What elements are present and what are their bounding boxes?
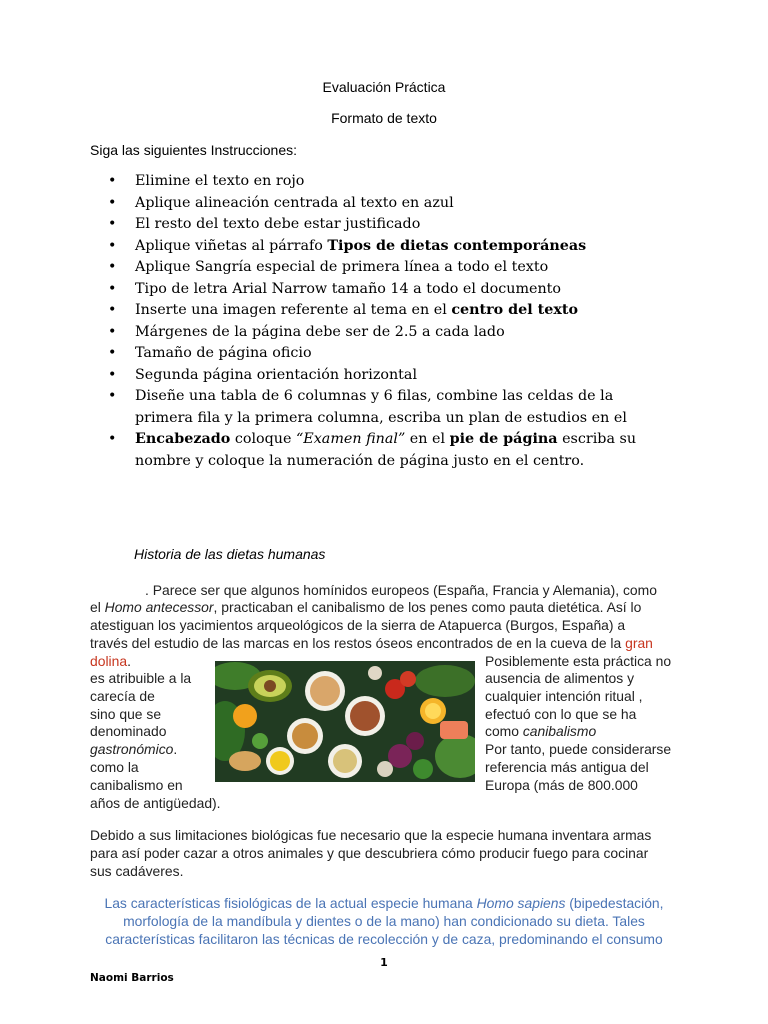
food-illustration <box>215 661 475 782</box>
blue-text: Las características fisiológicas de la actual especie humana <box>104 895 477 911</box>
bullet-icon: • <box>108 237 117 254</box>
list-item <box>108 365 668 387</box>
instructions-list <box>108 171 668 472</box>
history-text: . <box>127 653 131 669</box>
history-line: Debido a sus limitaciones biológicas fue necesario que la especie humana inventara armas <box>90 827 652 843</box>
red-text: dolina <box>90 653 128 669</box>
instruction-text: escriba su <box>557 431 637 447</box>
instruction-text: El resto del texto debe estar justificado <box>135 216 421 232</box>
history-italic: Homo antecessor <box>104 599 214 615</box>
bullet-icon: • <box>108 216 117 232</box>
blue-paragraph-line: características facilitaron las técnicas de recolección y de caza, predominando el consumo <box>105 931 663 947</box>
bullet-icon: • <box>108 280 117 297</box>
bullet-icon: • <box>108 388 117 404</box>
left-column-line <box>90 741 177 757</box>
history-text: como <box>485 723 523 739</box>
blue-paragraph-line: morfología de la mandíbula y dientes o de la mano) han condicionado su dieta. Tales <box>123 913 645 929</box>
right-column-line <box>485 723 596 739</box>
blue-text: (bipedestación, <box>565 895 664 911</box>
right-column-line: ausencia de alimentos y <box>485 670 635 686</box>
food-image <box>215 661 475 782</box>
list-item <box>108 214 668 236</box>
page-number: 1 <box>380 956 388 969</box>
document-subtitle: Formato de texto <box>331 110 437 126</box>
instruction-text: Márgenes de la página debe ser de 2.5 a cada lado <box>135 323 505 340</box>
history-line: . Parece ser que algunos homínidos europeos (España, Francia y Alemania), como <box>145 582 657 598</box>
instruction-text: Aplique viñetas al párrafo <box>135 237 328 254</box>
list-item <box>108 236 668 258</box>
history-italic: gastronómico <box>90 741 174 757</box>
instruction-text: coloque <box>230 431 296 447</box>
history-text: través del estudio de las marcas en los restos óseos encontrados de en la cueva de la <box>90 635 626 651</box>
right-column-line: Por tanto, puede considerarse <box>485 741 672 757</box>
right-column-line: referencia más antigua del <box>485 759 649 775</box>
left-column-line: canibalismo en <box>90 777 183 793</box>
right-column-line: efectuó con lo que se ha <box>485 706 637 722</box>
instruction-quote: “Examen final” <box>296 431 406 447</box>
left-column-line: es atribuible a la <box>90 670 192 686</box>
instruction-text: Diseñe una tabla de 6 columnas y 6 filas, combine las celdas de la <box>135 388 614 404</box>
list-item <box>108 193 668 215</box>
bullet-icon: • <box>108 302 117 318</box>
history-line <box>90 653 131 669</box>
blue-italic: Homo sapiens <box>476 895 566 911</box>
history-line: sus cadáveres. <box>90 863 184 879</box>
instruction-text: Segunda página orientación horizontal <box>135 366 418 383</box>
history-text: . <box>173 741 178 757</box>
bullet-icon: • <box>108 259 117 275</box>
left-column-line: denominado <box>90 723 167 739</box>
red-text: gran <box>625 635 653 651</box>
left-column-line: carecía de <box>90 688 155 704</box>
right-column-line: Europa (más de 800.000 <box>485 777 638 793</box>
instruction-emphasis: Encabezado <box>135 431 231 447</box>
instruction-text: nombre y coloque la numeración de página justo en el centro. <box>135 452 585 469</box>
instruction-text: Tipo de letra Arial Narrow tamaño 14 a todo el documento <box>135 280 562 297</box>
history-title: Historia de las dietas humanas <box>134 546 326 562</box>
bullet-icon: • <box>108 345 117 361</box>
list-item <box>108 300 668 322</box>
instruction-emphasis: centro del texto <box>451 302 579 318</box>
history-line: para así poder cazar a otros animales y que descubriera cómo producir fuego para cocinar <box>90 845 649 861</box>
history-line: atestiguan los yacimientos arqueológicos de la sierra de Atapuerca (Burgos, España) a <box>90 617 626 633</box>
document-title: Evaluación Práctica <box>322 79 446 95</box>
instruction-text: Inserte una imagen referente al tema en el <box>135 302 452 318</box>
instruction-text: Aplique Sangría especial de primera línea a todo el texto <box>135 259 549 275</box>
history-italic: canibalismo <box>522 723 597 739</box>
left-column-line: años de antigüedad). <box>90 795 221 811</box>
left-column-line: sino que se <box>90 706 162 722</box>
list-item <box>108 171 668 193</box>
history-line <box>90 635 653 651</box>
blue-paragraph-line <box>0 895 768 911</box>
history-text: , practicaban el canibalismo de los penes como pauta dietética. Así lo <box>213 599 642 615</box>
bullet-icon: • <box>108 194 117 211</box>
list-item <box>108 322 668 344</box>
history-line <box>90 599 641 615</box>
instruction-text: Tamaño de página oficio <box>135 345 312 361</box>
list-item <box>108 429 668 472</box>
list-item <box>108 257 668 279</box>
right-column-line: Posiblemente esta práctica no <box>485 653 672 669</box>
bullet-icon: • <box>108 431 117 447</box>
history-text: el <box>90 599 105 615</box>
bullet-icon: • <box>108 173 117 189</box>
left-column-line: como la <box>90 759 139 775</box>
footer-author: Naomi Barrios <box>90 972 174 984</box>
instruction-emphasis: Tipos de dietas contemporáneas <box>327 237 587 254</box>
instructions-heading: Siga las siguientes Instrucciones: <box>90 142 297 158</box>
instruction-text: Aplique alineación centrada al texto en azul <box>135 194 454 211</box>
instruction-text: Elimine el texto en rojo <box>135 173 305 189</box>
list-item <box>108 279 668 301</box>
instruction-emphasis: pie de página <box>449 431 558 447</box>
list-item <box>108 386 668 429</box>
instruction-text: en el <box>405 431 450 447</box>
bullet-icon: • <box>108 366 117 383</box>
instruction-text: primera fila y la primera columna, escriba un plan de estudios en el <box>135 409 627 426</box>
right-column-line: cualquier intención ritual , <box>485 688 643 704</box>
bullet-icon: • <box>108 323 117 340</box>
list-item <box>108 343 668 365</box>
